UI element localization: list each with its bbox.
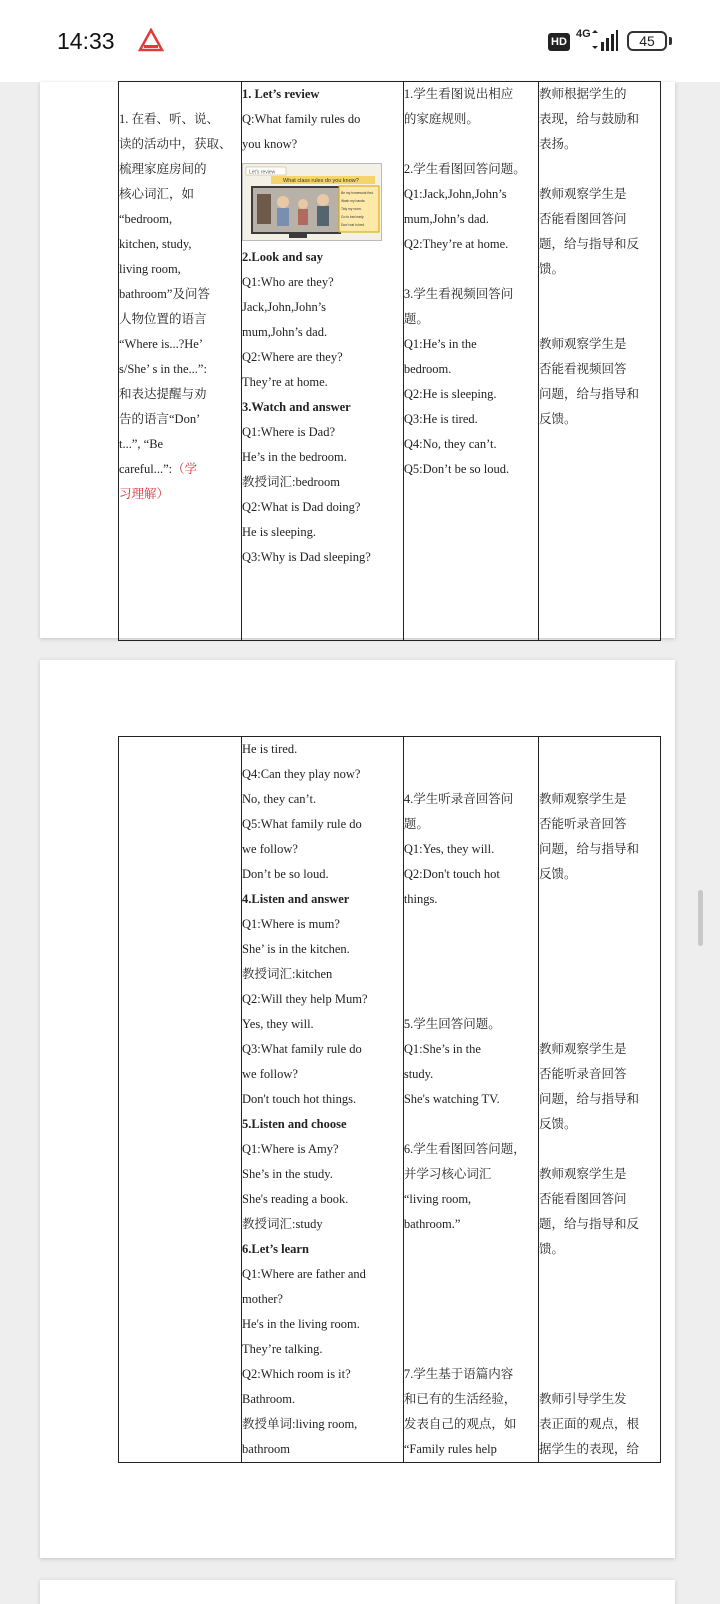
activity-cell: He is tired. Q4:Can they play now? No, they can’t. Q5:What family rule do we follow? Don’t be so loud. 4.Listen and answer Q1:Where is mum? She’ is in the kitchen. 教授词汇:kitchen Q2:Will they help Mum? Yes, they will. Q3:What family rule do we follow? Don't touch hot things. 5.Listen and choose Q1:Where is Amy? She’s in the study. She's reading a book. 教授词汇:study 6.Let’s learn Q1:Where are father and mother? He's in the living room. They’re talking. Q2:Which room is it? Bathroom. 教授单词:living room, bathroom [242,737,404,1463]
activity-heading: 4.Listen and answer [242,892,350,906]
evaluation-cell: 教师观察学生是 否能听录音回答 问题，给与指导和 反馈。 教师观察学生是 否能听录音回答 问题，给与指导和 反馈。 教师观察学生是 否能看图回答问 题，给与指导和反 馈。 教师引导学生发 表正面的观点，根 据学生的表现，给 [539,737,661,1463]
evaluation-cell: 教师根据学生的 表现，给与鼓励和 表扬。 教师观察学生是 否能看图回答问 题，给与指导和反 馈。 教师观察学生是 否能看视频回答 问题，给与指导和 反馈。 [539,82,661,641]
student-activity-cell: 1.学生看图说出相应 的家庭规则。 2.学生看图回答问题。 Q1:Jack,John,John’s mum,John’s dad. Q2:They’re at home. 3.学生看视频回答问 题。 Q1:He’s in the bedroom. Q2:He is sleeping. Q3:He is tired. Q4:No, they can’t. Q5:Don’t be so loud. [403,82,538,641]
objective-cell [119,737,242,1463]
activity-cell: 1. Let’s review Q:What family rules do you know? Let's review What class rules do you know? Be my homework first. Wash my hands. Tidy my room. Go to bed early. Don't eat in bed. 2.Look and say Q1:Who are they? Jack,John,John’s mum,John’s dad. Q2:Where are they? They’re at home. 3.Watch and answer Q1:Where is Dad? He’s in the bedroom. 教授词汇:bedroom Q2:What is Dad doing? He is sleeping. Q3:Why is Dad sleeping? [242,82,404,641]
document-page-1 [40,82,675,638]
svg-text:Be my homework first.: Be my homework first. [341,191,374,195]
clock: 14:33 [57,28,115,54]
hd-badge: HD [548,33,570,51]
lesson-slide-image [242,163,382,241]
svg-text:Don't eat in bed.: Don't eat in bed. [341,223,365,227]
status-bar [0,0,720,82]
activity-line: Q:What family rules do [242,112,361,126]
lesson-table-part-2 [118,736,661,1463]
objective-text: 1. 在看、听、说、 读的活动中，获取、 梳理家庭房间的 核心词汇，如 “bedroom, kitchen, study, living room, bathroom”及问答 人物位置的语言 “Where is...?He’ s/She’ s in the...”: 和表达提醒与劝 告的语言“Don’ t...”, “Be careful...”:（学 习理解） [119,112,232,501]
student-activity-cell: 4.学生听录音回答问 题。 Q1:Yes, they will. Q2:Don't touch hot things. 5.学生回答问题。 Q1:She’s in the study. She's watching TV. 6.学生看图回答问题， 并学习核心词汇 “living room, bathroom.” 7.学生基于语篇内容 和已有的生活经验， 发表自己的观点，如 “Family rules help [403,737,538,1463]
activity-heading: 1. Let’s review [242,87,320,101]
slide-thumbnail-icon [243,164,381,240]
svg-text:Tidy my room.: Tidy my room. [341,207,362,211]
signal-icon [590,30,618,52]
objective-tag: （学 [172,462,198,476]
app-logo-icon [138,28,164,54]
lesson-table-part-1 [118,81,661,641]
scrollbar-thumb[interactable] [698,890,703,946]
svg-text:Go to bed early.: Go to bed early. [341,215,365,219]
battery-cap [669,37,672,45]
document-page-3 [40,1580,675,1604]
objective-cell [119,82,242,641]
svg-text:Wash my hands.: Wash my hands. [341,199,366,203]
battery-indicator: 45 [627,31,667,51]
activity-heading: 6.Let’s learn [242,1242,309,1256]
svg-text:What class rules do you know?: What class rules do you know? [283,178,359,184]
activity-heading: 3.Watch and answer [242,400,351,414]
document-page-2 [40,660,675,1558]
activity-heading: 2.Look and say [242,250,323,264]
activity-heading: 5.Listen and choose [242,1117,347,1131]
svg-text:Let's review: Let's review [249,169,276,176]
activity-line: you know? [242,137,298,151]
network-type: 4G [576,28,591,40]
